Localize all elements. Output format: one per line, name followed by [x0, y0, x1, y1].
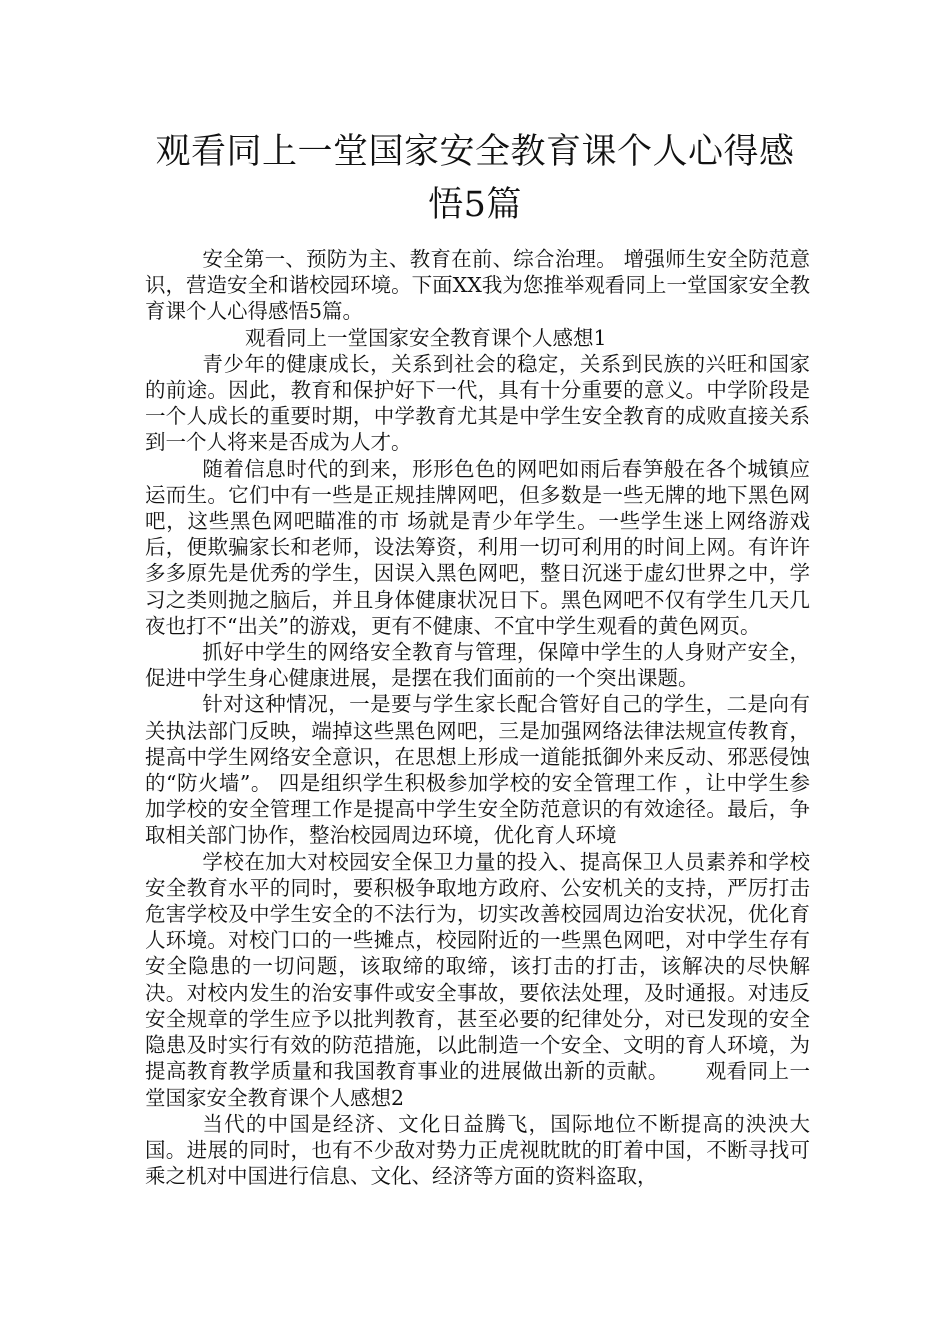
document-body — [145, 246, 810, 1189]
section-heading-1: 观看同上一堂国家安全教育课个人感想1 — [245, 325, 607, 350]
body-paragraph: 随着信息时代的到来，形形色色的网吧如雨后春笋般在各个城镇应运而生。它们中有一些是正规挂牌网吧，但多数是一些无牌的地下黑色网吧，这些黑色网吧瞄准的市 场就是青少年学生。一些学生迷上网络游戏后，便欺骗家长和老师，设法筹资，利用一切可利用的时间上网。有许许多多原先是优秀的学生，因误入黑色网吧，整日沉迷于虚幻世界之中，学习之类则抛之脑后，并且身体健康状况日下。黑色网吧不仅有学生几天几夜也打不“出关”的游戏，更有不健康、不宜中学生观看的黄色网页。 — [145, 456, 810, 638]
body-paragraph-text: 学校在加大对校园安全保卫力量的投入、提高保卫人员素养和学校安全教育水平的同时，要积极争取地方政府、公安机关的支持，严厉打击危害学校及中学生安全的不法行为，切实改善校园周边治安状况，优化育人环境。对校门口的一些摊点，校园附近的一些黑色网吧，对中学生存有安全隐患的一切问题，该取缔的取缔，该打击的打击，该解决的尽快解决。对校内发生的治安事件或安全事故，要依法处理，及时通报。对违反安全规章的学生应予以批判教育，甚至必要的纪律处分，对已发现的安全隐患及时实行有效的防范措施，以此制造一个安全、文明的育人环境，为提高教育教学质量和我国教育事业的进展做出新的贡献。 — [145, 849, 810, 1084]
section-heading-2: 观看同上一堂国家安全教育课个人感想2 — [145, 1059, 811, 1110]
document-title: 观看同上一堂国家安全教育课个人心得感悟5篇 — [155, 132, 795, 225]
intro-paragraph: 安全第一、预防为主、教育在前、综合治理。 增强师生安全防范意识，营造安全和谐校园环境。下面XX我为您推举观看同上一堂国家安全教育课个人心得感悟5篇。 — [145, 247, 810, 324]
body-paragraph: 针对这种情况，一是要与学生家长配合管好自己的学生，二是向有关执法部门反映，端掉这些黑色网吧，三是加强网络法律法规宣传教育，提高中学生网络安全意识，在思想上形成一道能抵御外来反动、邪恶侵蚀的“防火墙”。 四是组织学生积极参加学校的安全管理工作 ，让中学生参加学校的安全管理工作是提高中学生安全防范意识的有效途径。最后，争取相关部门协作，整治校园周边环境，优化育人环境 — [145, 692, 810, 848]
body-paragraph-with-heading — [145, 849, 810, 1111]
body-paragraph: 当代的中国是经济、文化日益腾飞，国际地位不断提高的泱泱大国。进展的同时，也有不少敌对势力正虎视眈眈的盯着中国，不断寻找可乘之机对中国进行信息、文化、经济等方面的资料盗取， — [145, 1111, 810, 1189]
body-paragraph: 青少年的健康成长，关系到社会的稳定，关系到民族的兴旺和国家的前途。因此，教育和保护好下一代，具有十分重要的意义。中学阶段是一个人成长的重要时期，中学教育尤其是中学生安全教育的成败直接关系到一个人将来是否成为人才。 — [145, 351, 810, 455]
body-paragraph: 抓好中学生的网络安全教育与管理，保障中学生的人身财产安全，促进中学生身心健康进展，是摆在我们面前的一个突出课题。 — [145, 640, 810, 691]
